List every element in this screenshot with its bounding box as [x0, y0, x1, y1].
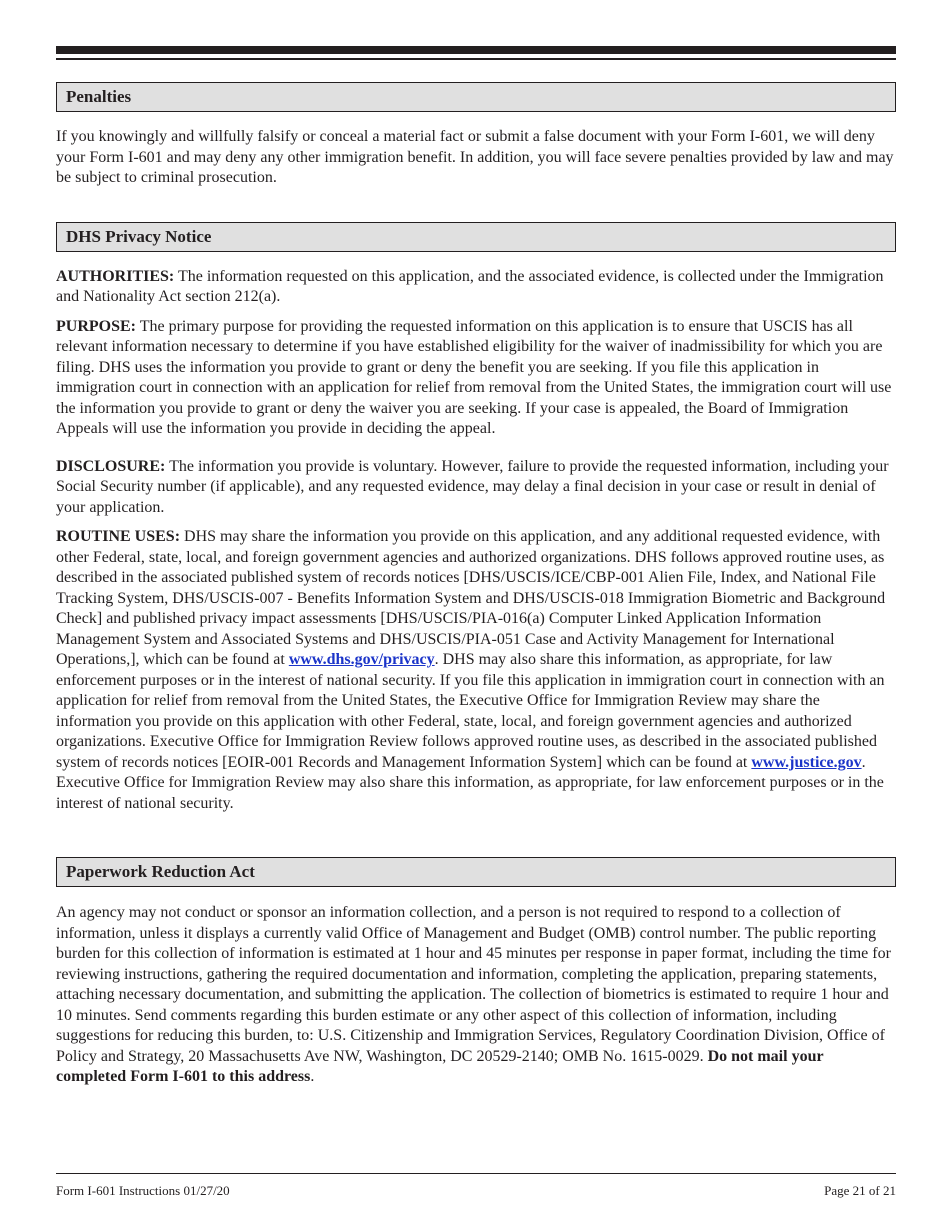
disclosure-lead: DISCLOSURE:: [56, 457, 166, 475]
privacy-title: DHS Privacy Notice: [66, 226, 212, 246]
disclosure-paragraph: [56, 457, 896, 519]
document-page: [56, 46, 896, 1088]
routine-uses-lead: ROUTINE USES:: [56, 528, 181, 545]
top-thick-rule: [56, 46, 896, 54]
paperwork-title: Paperwork Reduction Act: [66, 862, 255, 881]
penalties-body: If you knowingly and willfully falsify or conceal a material fact or submit a false document with your Form I-601, we will deny your Form I-601 and may deny any other immigration benefit. In addition, you will face severe penalties provided by law and may be subject to criminal prosecution.: [56, 128, 894, 186]
authorities-text: The information requested on this application, and the associated evidence, is collected under the Immigration and Nationality Act section 212(a).: [56, 267, 884, 305]
dhs-privacy-link[interactable]: www.dhs.gov/privacy: [288, 651, 435, 668]
footer-page-number: Page 21 of 21: [824, 1183, 896, 1198]
purpose-paragraph: [56, 317, 896, 440]
disclosure-text: The information you provide is voluntary. However, failure to provide the requested information, including your Social Security number (if applicable), and any requested evidence, may delay a final decision in your case or result in denial of your application.: [56, 457, 889, 516]
purpose-lead: PURPOSE:: [56, 317, 136, 335]
authorities-lead: AUTHORITIES:: [56, 267, 175, 285]
footer-form-id: Form I-601 Instructions 01/27/20: [56, 1183, 230, 1198]
paperwork-bold-tail: Do not mail your completed Form I-601 to this address: [56, 1047, 824, 1085]
justice-gov-link[interactable]: www.justice.gov: [751, 753, 862, 771]
paperwork-end: .: [310, 1068, 315, 1085]
routine-uses-text-3: . Executive Office for Immigration Review may also share this information, as appropriate, for law enforcement purposes or in the interest of national security.: [56, 753, 884, 812]
privacy-header: [56, 222, 896, 252]
routine-uses-text-2: . DHS may also share this information, as appropriate, for law enforcement purposes or in the interest of national security. If you file this application in immigration court in connection with an application for relief from removal from the United States, the Executive Office for Immigration Review may share the information you provide on this application with other Federal, state, local, and foreign government agencies and authorized organizations. Executive Office for Immigration Review follows approved routine uses, as described in the associated published system of records notices [EOIR-001 Records and Management Information System] which can be found at: [56, 651, 885, 771]
paperwork-text: An agency may not conduct or sponsor an information collection, and a person is not required to respond to a collection of information, unless it displays a currently valid Office of Management and Budget (OMB) control number. The public reporting burden for this collection of information is estimated at 1 hour and 45 minutes per response in paper format, including the time for reviewing instructions, gathering the required documentation and information, completing the application, preparing statements, attaching necessary documentation, and submitting the application. The collection of biometrics is estimated to require 1 hour and 10 minutes. Send comments regarding this burden estimate or any other aspect of this collection of information, including suggestions for reducing this burden, to: U.S. Citizenship and Immigration Services, Regulatory Coordination Division, Office of Policy and Strategy, 20 Massachusetts Ave NW, Washington, DC 20529-2140; OMB No. 1615-0029.: [56, 904, 891, 1065]
routine-uses-text-1: DHS may share the information you provide on this application, and any additional requested evidence, with other Federal, state, local, and foreign government agencies and authorized organizations. DHS follows approved routine uses, as described in the associated published system of records notices [DHS/USCIS/ICE/CBP-001 Alien File, Index, and National File Tracking System, DHS/USCIS-007 - Benefits Information System and DHS/USCIS-018 Immigration Biometric and Background Check] and published privacy impact assessments [DHS/USCIS/PIA-016(a) Computer Linked Application Information Management System and Associated Systems and DHS/USCIS/PIA-051 Case and Activity Management for International Operations,], which can be found at: [56, 528, 886, 668]
routine-uses-paragraph: [56, 527, 896, 814]
paperwork-paragraph: [56, 903, 896, 1088]
top-thin-rule: [56, 58, 896, 60]
penalties-header: [56, 82, 896, 112]
authorities-paragraph: [56, 267, 896, 308]
page-footer: [56, 1173, 896, 1198]
purpose-text: The primary purpose for providing the requested information on this application is to ensure that USCIS has all relevant information necessary to determine if you have established eligibility for the waiver of inadmissibility for which you are filing. DHS uses the information you provide to grant or deny the benefit you are seeking. If you file this application in immigration court in connection with an application for relief from removal from the United States, the immigration court will use the information you provide to grant or deny the waiver you are seeking. If your case is appealed, the Board of Immigration Appeals will use the information you provide in deciding the appeal.: [56, 317, 892, 437]
paperwork-header: [56, 857, 896, 887]
penalties-title: Penalties: [66, 87, 132, 106]
